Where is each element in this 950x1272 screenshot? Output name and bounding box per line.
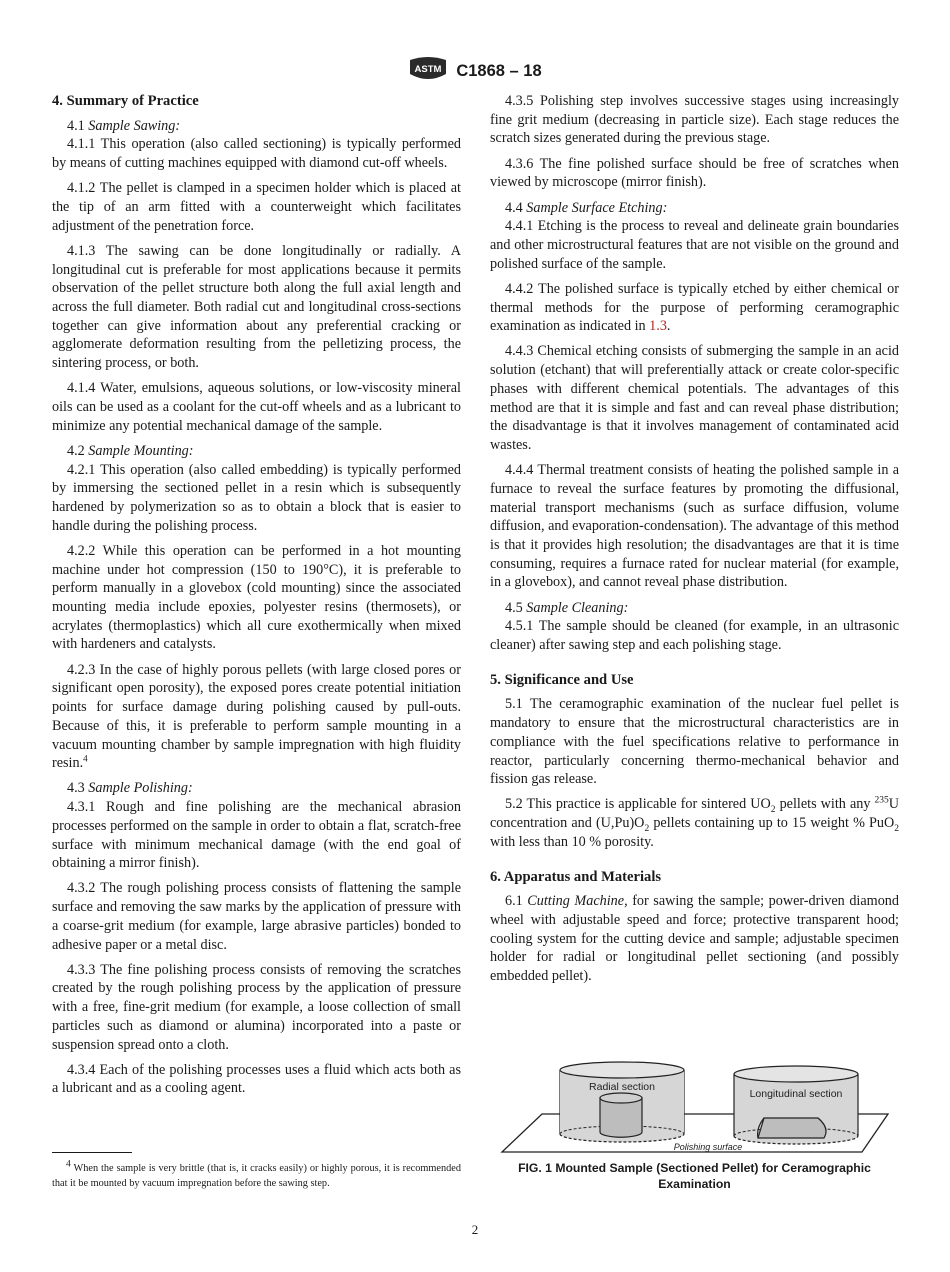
longitudinal-section-label: Longitudinal section [749,1088,843,1100]
para-4-1-3: 4.1.3 The sawing can be done longitudinally or radially. A longitudinal cut is preferable for most applications because it permits observation of the pellet structure both along the full axial length and across the full diameter. Both radial cut and longitudinal cross-sections together can give information about any preferential cracking or agglomerate deformation resulting from the pelletizing process, the sintering process, or both. [52,242,461,372]
para-6-1: 6.1 Cutting Machine, for sawing the sample; power-driven diamond wheel with adjustable speed and force; protective transparent hood; cooling system for the cutting device and sample; adjustable specimen holder for radial or longitudinal pellet sectioning (and possibly embedded pellet). [490,893,899,985]
right-column [490,92,899,992]
polishing-surface-label: Polishing surface [673,1142,743,1152]
footnote-4: $^4$ When the sample is very brittle (that is, it cracks easily) or highly porous, it is recommended that it be mounted by vacuum impregnation before the sawing step. [52,1159,461,1189]
footnote-divider [52,1152,132,1153]
radial-section-label: Radial section [589,1081,655,1093]
longitudinal-section-sample [734,1066,858,1144]
para-4-4: 4.4 Sample Surface Etching: [505,199,668,216]
para-4-3-6: 4.3.6 The fine polished surface should be free of scratches when viewed by microscope (mirror finish). [490,155,899,191]
para-4-2-3: 4.2.3 In the case of highly porous pellets (with large closed pores or significant open porosity), the exposed pores create potential initiation points for surface damage during polishing caused by pull-outs. Because of this, it is preferable to perform sample mounting in a vacuum mounting chamber by sample impregnation with high fluidity resin.$^4$ [52,661,461,772]
para-4-4-2: 4.4.2 The polished surface is typically etched by either chemical or thermal methods for the purpose of performing ceramographic examination as indicated in 1.3. [490,280,899,335]
para-4-5: 4.5 Sample Cleaning: [505,599,629,616]
para-4-1-4: 4.1.4 Water, emulsions, aqueous solutions, or low-viscosity mineral oils can be used as a coolant for the cut-off wheels and as a lubricant to minimize any potential mechanical damage of the sample. [52,380,461,434]
para-4-1-2: 4.1.2 The pellet is clamped in a specimen holder which is placed at the tip of an arm fitted with a counterweight which facilitates adjustment of the penetration force. [52,180,461,234]
para-4-4-3: 4.4.3 Chemical etching consists of submerging the sample in an acid solution (etchant) that will preferentially attack or create color-specific phases with different chemical potentials. The advantages of this method are that it is simple and fast and can reveal phase distribution; the disadvantage is that it involves management of contaminated acid wastes. [490,343,899,453]
svg-text:ASTM: ASTM [414,64,442,75]
standard-code: C1868 – 18 [456,62,542,80]
astm-logo-icon [408,56,448,87]
section-5-heading: 5. Significance and Use [490,671,634,688]
para-4-1-1: 4.1.1 This operation (also called sectioning) is typically performed by means of cutting machines equipped with diamond cut-off wheels. [52,136,461,172]
para-5-1: 5.1 The ceramographic examination of the nuclear fuel pellet is mandatory to ensure that the microstructural characteristics are in compliance with the fuel specifications relative to performance in reactor, particularly concerning thermo-mechanical behavior and fission gas release. [490,696,899,788]
section-6-heading: 6. Apparatus and Materials [490,868,662,885]
page-header [0,56,950,87]
para-4-5-1: 4.5.1 The sample should be cleaned (for example, in an ultrasonic cleaner) after sawing step and each polishing stage. [490,618,899,653]
para-4-1: 4.1 Sample Sawing: [67,117,181,134]
radial-section-sample [560,1062,684,1142]
para-4-3-2: 4.3.2 The rough polishing process consists of flattening the sample surface and removing the saw marks by the application of pressure with a coarse-grit medium (for example, large abrasive particles) bonded to adhesive paper or a metal disc. [52,880,461,953]
figure-1 [500,1056,892,1156]
page-number: 2 [471,1222,479,1237]
para-4-3-5: 4.3.5 Polishing step involves successive stages using increasingly fine grit medium (decreasing in particle size). Each stage reduces the scratch sizes generated during the previous stage. [490,93,899,147]
para-4-3: 4.3 Sample Polishing: [67,780,193,797]
para-5-2: 5.2 This practice is applicable for sintered $UO_2$ pellets with any $^{235}$U concentration and $(U,Pu)O_2$ pellets containing up to 15 weight % PuO$_2$ with less than 10 % porosity. [490,795,899,850]
figure-1-diagram [500,1056,892,1156]
section-4-heading: 4. Summary of Practice [52,93,199,109]
para-4-3-3: 4.3.3 The fine polishing process consists of removing the scratches created by the rough polishing process by the application of pressure with a free, fine-grit medium (for example, a loose collection of small particles such as diamond or alumina) incorporated into a paste or suspension spread onto a cloth. [52,961,461,1053]
para-4-2-2: 4.2.2 While this operation can be performed in a hot mounting machine under hot compression (150 to 190°C), it is preferable to perform manually in a glovebox (cold mounting) since the associated mounting media include epoxies, polyester resins (thermosets), or acrylates (thermoplastics) which all cure exothermically when mixed with hardeners and catalysts. [52,542,461,653]
figure-1-caption: FIG. 1 Mounted Sample (Sectioned Pellet) for Ceramographic Examination [518,1161,871,1191]
para-4-4-1: 4.4.1 Etching is the process to reveal and delineate grain boundaries and other microstructural features that are not visible on the ground and polished surface of the sample. [490,218,899,272]
para-4-4-4: 4.4.4 Thermal treatment consists of heating the polished sample in a furnace to reveal the surface features by promoting the diffusional, material transport mechanisms (such as surface diffusion, volume diffusion, and evaporation-condensation). The advantage of this method is that it provides high resolution; the disadvantages are that it is time consuming, requires a furnace rated for nuclear material (for example, in a glovebox), and cannot reveal phase distribution. [490,462,899,591]
para-4-2-1: 4.2.1 This operation (also called embedding) is typically performed by immersing the sectioned pellet in a resin which is subsequently hardened by polymerization so as to obtain a block that is easier to handle during the polishing process. [52,461,461,534]
footnote-ref[interactable]: 4 [83,753,88,764]
section-1-3-link[interactable]: 1.3 [649,318,667,335]
para-4-2: 4.2 Sample Mounting: [67,442,194,459]
para-4-3-4: 4.3.4 Each of the polishing processes uses a fluid which acts both as a lubricant and as a cooling agent. [52,1061,461,1097]
left-column [52,92,461,1105]
para-4-3-1: 4.3.1 Rough and fine polishing are the mechanical abrasion processes performed on the sample in order to obtain a flat, scratch-free surface with minimum mechanical damage (with the end goal of obtaining a mirror finish). [52,799,461,872]
